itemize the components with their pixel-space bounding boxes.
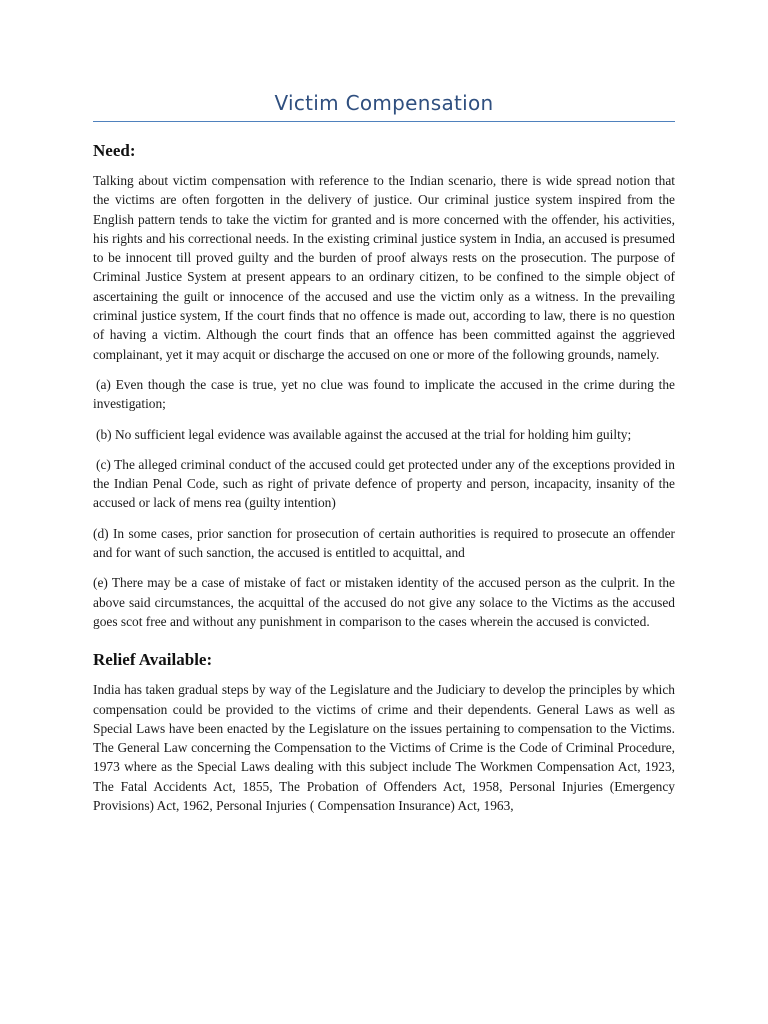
section-heading-need: Need: xyxy=(93,141,136,160)
title-underline-rule xyxy=(93,121,675,122)
section-heading-relief-available: Relief Available: xyxy=(93,650,213,670)
need-ground-c: (c) The alleged criminal conduct of the accused could get protected under any of the exceptions provided in the Indian Penal Code, such as right of private defence of property and person, incapacity, insanity of the accused or lack of mens rea (guilty intention) xyxy=(93,456,675,511)
need-paragraph-intro: Talking about victim compensation with reference to the Indian scenario, there is wide spread notion that the victims are often forgotten in the delivery of justice. Our criminal justice system inspired from the English pattern tends to take the victim for granted and is more concerned with the offender, his activities, his rights and his correctional needs. In the existing criminal justice system in India, an accused is presumed to be innocent till proved guilty and the burden of proof always rests on the prosecution. The purpose of Criminal Justice System at present appears to an ordinary citizen, to be confined to the simple object of ascertaining the guilt or innocence of the accused and use the victim only as a witness. In the prevailing criminal justice system, If the court finds that no offence is made out, according to law, there is no question of having a victim. Although the court finds that an offence has been committed against the aggrieved complainant, yet it may acquit or discharge the accused on one or more of the following grounds, namely. xyxy=(93,173,675,362)
section-need xyxy=(93,141,675,631)
section-relief-available xyxy=(93,650,675,815)
document-page xyxy=(93,0,675,826)
document-title: Victim Compensation xyxy=(274,91,494,115)
relief-paragraph: India has taken gradual steps by way of the Legislature and the Judiciary to develop the principles by which compensation could be provided to the victims of crime and their dependents. General Laws as well as Special Laws have been enacted by the Legislature on the issues pertaining to compensation to the Victims. The General Law concerning the Compensation to the Victims of Crime is the Code of Criminal Procedure, 1973 where as the Special Laws dealing with this subject include The Workmen Compensation Act, 1923, The Fatal Accidents Act, 1855, The Probation of Offenders Act, 1958, Personal Injuries (Emergency Provisions) Act, 1962, Personal Injuries ( Compensation Insurance) Act, 1963, xyxy=(93,682,675,814)
need-ground-a: (a) Even though the case is true, yet no clue was found to implicate the accused in the crime during the investigation; xyxy=(93,376,675,412)
need-ground-e: (e) There may be a case of mistake of fact or mistaken identity of the accused person as the culprit. In the above said circumstances, the acquittal of the accused do not give any solace to the Victims as the accused goes scot free and without any punishment in comparison to the cases wherein the accused is convicted. xyxy=(93,575,675,629)
need-ground-d: (d) In some cases, prior sanction for prosecution of certain authorities is required to prosecute an offender and for want of such sanction, the accused is entitled to acquittal, and xyxy=(93,525,675,561)
need-ground-b: (b) No sufficient legal evidence was available against the accused at the trial for holding him guilty; xyxy=(96,426,632,442)
